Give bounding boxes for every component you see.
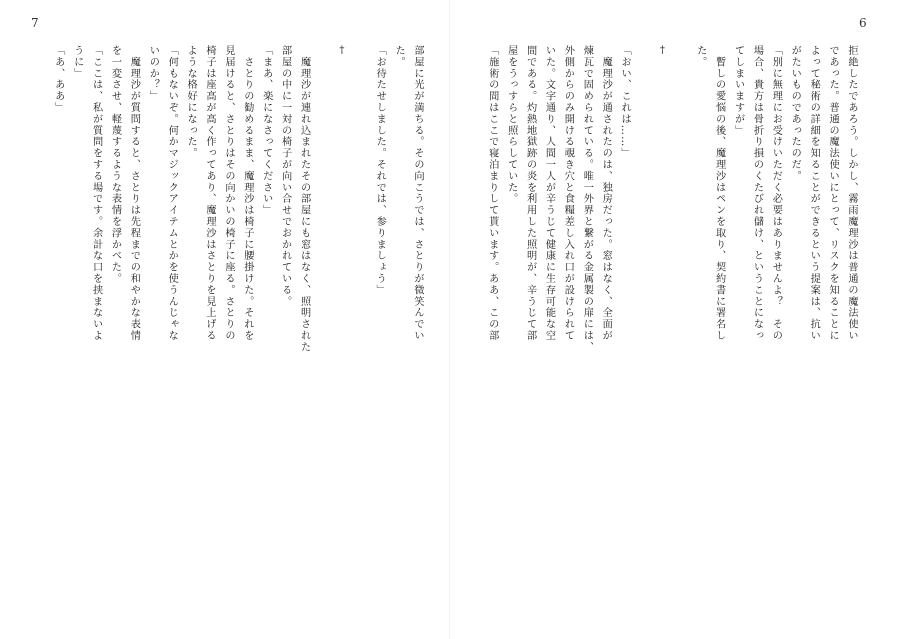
- right-page-upper-line: 暫しの愛悩の後、魔理沙はペンを取り、契約書に署名し: [713, 45, 725, 342]
- left-page-upper-line: 部屋に光が満ちる。その向こうでは、さとりが微笑んでい: [412, 45, 423, 342]
- right-page-upper-line: 「おい、これは……」: [619, 45, 631, 159]
- page-number-left: 7: [31, 16, 39, 30]
- left-page-upper-line: 「まあ、楽になさってください」: [260, 45, 272, 216]
- left-page-upper-line: †: [336, 45, 348, 58]
- right-page-upper-line: 魔理沙が通されたのは、独房だった。窓はなく、全面が: [600, 45, 612, 342]
- right-page-upper-line: いた。文字通り、人間一人が辛うじて健康に生存可能な空: [543, 45, 555, 342]
- left-page-upper-line: 魔理沙が連れ込まれたその部屋にも窓はなく、照明された: [298, 45, 310, 353]
- left-page-upper-line: 椅子は座高が高く作ってあり、魔理沙はさとりを見上げる: [204, 45, 216, 342]
- left-page-upper-line: た。: [393, 45, 405, 68]
- right-page-upper-line: 「別に無理にお受けいただく必要はありませんよ？ その: [770, 45, 782, 342]
- right-page-upper-line: 間である。灼熱地獄跡の炎を利用した照明が、辛うじて部: [524, 45, 536, 342]
- left-page-upper-line: ような格好になった。: [185, 45, 197, 159]
- right-page-upper-line: 屋をうっすらと照らしていた。: [505, 45, 517, 205]
- left-page-upper-line: 「お待たせしました。それでは、参りましょう」: [374, 45, 386, 296]
- left-page-upper-line: 「あ、ああ」: [52, 45, 64, 114]
- right-page-upper-line: た。: [694, 45, 706, 68]
- page-gutter: [449, 0, 450, 639]
- right-page-upper-line: 場合、貴方は骨折り損のくたびれ儲け、ということになっ: [751, 45, 763, 342]
- right-page-upper-line: †: [656, 45, 668, 58]
- left-page-upper-line: 「何もないぞ。何かマジックアイテムとかを使うんじゃな: [166, 45, 178, 342]
- left-page-upper-line: 見届けると、さとりはその向かいの椅子に座る。さとりの: [222, 45, 234, 342]
- right-page-upper-line: 外側からのみ開ける覗き穴と食糧差し入れ口が設けられて: [562, 45, 574, 342]
- right-page-upper-line: であった。普通の魔法使いにとって、リスクを知ることに: [827, 45, 839, 342]
- right-page-upper-line: 煉瓦で固められている。唯一外界と繋がる金属製の扉には、: [581, 45, 593, 353]
- right-page-upper-line: よって秘術の詳細を知ることができるという提案は、抗い: [808, 45, 820, 342]
- page-number-right: 6: [859, 16, 867, 30]
- left-page-upper-line: 「ここは、私が質問をする場です。余計な口を挟まないよ: [90, 45, 102, 342]
- left-page-upper-line: を一変させ、軽蔑するような表情を浮かべた。: [109, 45, 121, 285]
- right-page-upper-line: てしまいますが」: [732, 45, 744, 137]
- left-page-body: [50, 45, 426, 605]
- right-page-upper-line: 拒絶したであろう。しかし、霧雨魔理沙は普通の魔法使い: [846, 45, 857, 342]
- right-page-upper-line: 「施術の間はここで寝泊まりして貰います。ああ、この部: [486, 45, 498, 342]
- right-page-upper-line: がたいものであったのだ。: [789, 45, 801, 182]
- left-page-upper-line: うに」: [71, 45, 83, 80]
- left-page-upper-line: 魔理沙が質問すると、さとりは先程までの和やかな表情: [128, 45, 140, 342]
- left-page-upper-line: いのか？」: [147, 45, 159, 102]
- left-page-upper-line: さとりの勧めるまま、魔理沙は椅子に腰掛けた。それを: [241, 45, 253, 342]
- left-page-upper-line: 部屋の中に一対の椅子が向い合せでおかれている。: [279, 45, 291, 308]
- right-page-body: [468, 45, 860, 605]
